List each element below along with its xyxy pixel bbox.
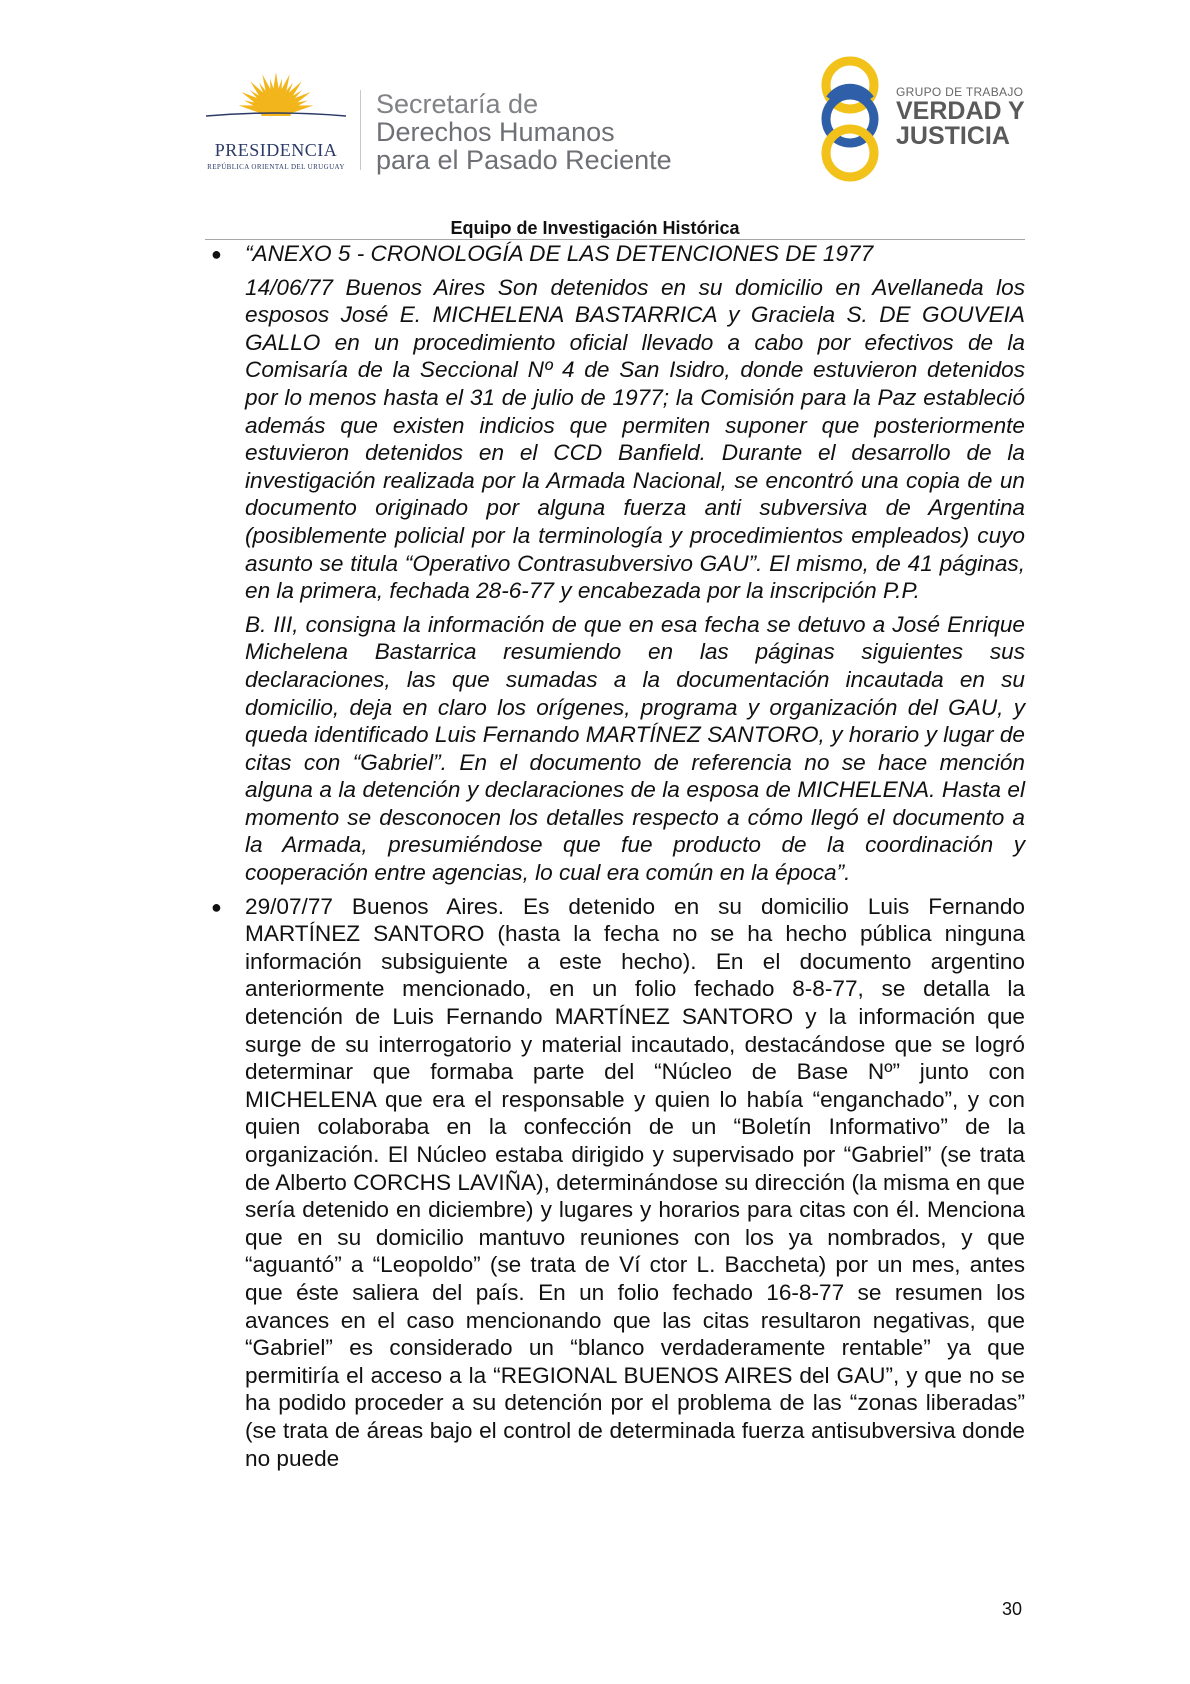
logo-divider bbox=[360, 90, 361, 170]
detention-paragraph: 29/07/77 Buenos Aires. Es detenido en su domicilio Luis Fernando MARTÍNEZ SANTORO (hasta la fecha no se ha hecho pública ninguna información subsiguiente a este hecho). En el documento argentino anteriormente mencionado, en un folio fechado 8-8-77, se detalla la detención de Luis Fernando MARTÍNEZ SANTORO y la información que surge de su interrogatorio y material incautado, destacándose que se logró determinar que formaba parte del “Núcleo de Base Nº” junto con MICHELENA que era el responsable y quien lo había “enganchado”, y con quien colaboraba en la confección de un “Boletín Informativo” de la organización. El Núcleo estaba dirigido y supervisado por “Gabriel” (se trata de Alberto CORCHS LAVIÑA), determinándose su dirección (la misma en que sería detenido en diciembre) y lugares y horarios para citas con él. Menciona que en su domicilio mantuvo reuniones con los ya nombrados, y que “aguantó” a “Leopoldo” (se trata de Ví ctor L. Baccheta) por un mes, antes que éste saliera del país. En un folio fechado 16-8-77 se resumen los avances en el caso mencionando que las citas resultaron negativas, que “Gabriel” es considerado un “blanco verdaderamente rentable” ya que permitiría el acceso a la “REGIONAL BUENOS AIRES del GAU”, y que no se ha podido proceder a su detención por el problema de las “zonas liberadas” (se trata de áreas bajo el control de determinada fuerza antisubversiva donde no puede bbox=[245, 893, 1025, 1471]
grupo-trabajo-text bbox=[896, 85, 1025, 149]
interlocking-rings-icon bbox=[818, 55, 898, 185]
bullet-icon: ● bbox=[211, 244, 222, 264]
grupo-trabajo-logo bbox=[818, 55, 1028, 185]
presidencia-subtitle: REPÚBLICA ORIENTAL DEL URUGUAY bbox=[207, 163, 345, 171]
presidencia-title: PRESIDENCIA bbox=[214, 140, 338, 160]
presidencia-logo bbox=[196, 72, 356, 182]
list-item bbox=[205, 893, 1025, 1472]
team-title: Equipo de Investigación Histórica bbox=[450, 218, 740, 238]
secretaria-line1: Secretaría de bbox=[376, 89, 539, 119]
sun-emblem-icon bbox=[196, 72, 356, 138]
annex-heading: “ANEXO 5 - CRONOLOGÍA DE LAS DETENCIONES DE 1977 bbox=[245, 241, 874, 266]
secretaria-line2: Derechos Humanos bbox=[376, 117, 615, 147]
annex-paragraph-1: 14/06/77 Buenos Aires Son detenidos en su domicilio en Avellaneda los esposos José E. MICHELENA BASTARRICA y Graciela S. DE GOUVEIA GALLO en un procedimiento oficial llevado a cabo por efectivos de la Comisaría de la Seccional Nº 4 de San Isidro, donde estuvieron detenidos por lo menos hasta el 31 de julio de 1977; la Comisión para la Paz estableció además que existen indicios que permiten suponer que posteriormente estuvieron detenidos en el CCD Banfield. Durante el desarrollo de la investigación realizada por la Armada Nacional, se encontró una copia de un documento originado por alguna fuerza anti subversiva de Argentina (posiblemente policial por la terminología y procedimientos empleados) cuyo asunto se titula “Operativo Contrasubversivo GAU”. El mismo, de 41 páginas, en la primera, fechada 28-6-77 y encabezada por la inscripción P.P. bbox=[245, 274, 1025, 604]
bullet-icon: ● bbox=[211, 896, 222, 917]
grupo-trabajo-line1: GRUPO DE TRABAJO bbox=[896, 85, 1024, 99]
grupo-trabajo-line3: JUSTICIA bbox=[896, 122, 1010, 150]
grupo-trabajo-line2: VERDAD Y bbox=[896, 97, 1025, 125]
secretaria-line3: para el Pasado Reciente bbox=[376, 145, 672, 175]
page-header bbox=[0, 0, 1190, 240]
page-number: 30 bbox=[1002, 1599, 1023, 1619]
secretaria-logo-text bbox=[376, 90, 736, 174]
document-body bbox=[205, 240, 1025, 1478]
list-item bbox=[205, 240, 1025, 887]
annex-paragraph-2: B. III, consigna la información de que en esa fecha se detuvo a José Enrique Michelena Bastarrica resumiendo en las páginas siguientes sus declaraciones, las que sumadas a la documentación incautada en su domicilio, deja en claro los orígenes, programa y organización del GAU, y queda identificado Luis Fernando MARTÍNEZ SANTORO, y horario y lugar de citas con “Gabriel”. En el documento de referencia no se hace mención alguna a la detención y declaraciones de la esposa de MICHELENA. Hasta el momento se desconocen los detalles respecto a cómo llegó el documento a la Armada, presumiéndose que fue producto de la coordinación y cooperación entre agencias, lo cual era común en la época”. bbox=[245, 611, 1025, 886]
